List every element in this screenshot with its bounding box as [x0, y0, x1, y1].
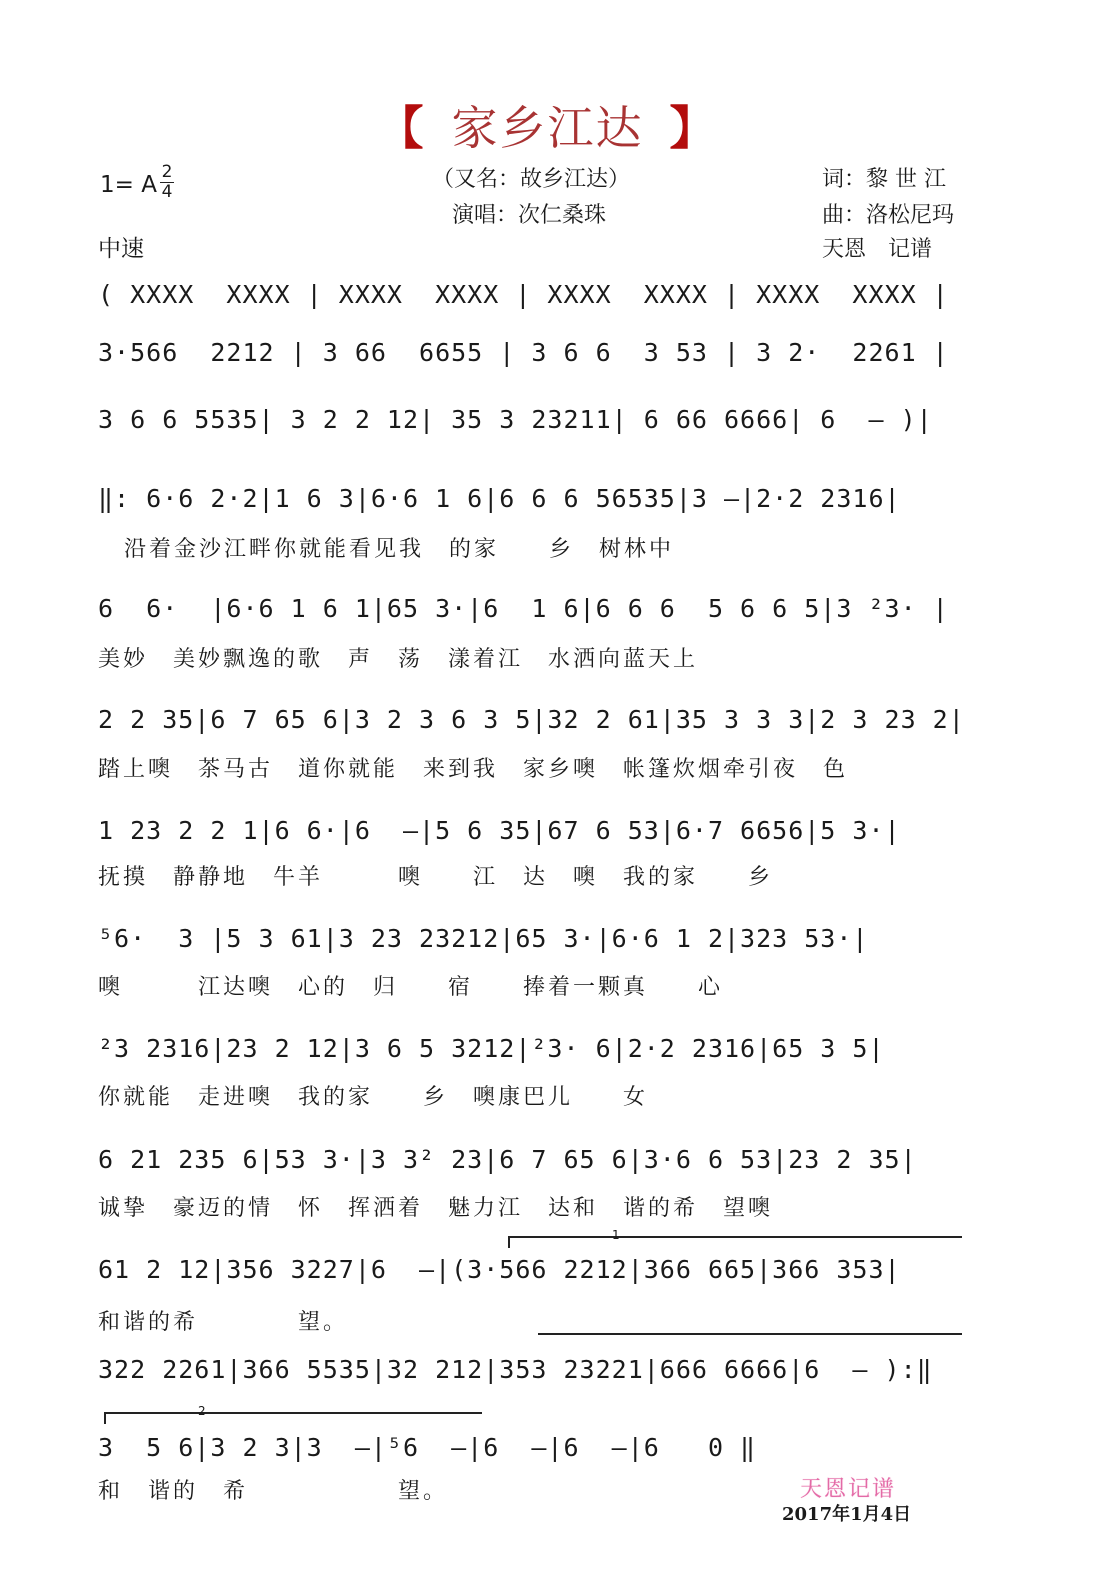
score-line-8-notes: ⁵6· 3 |5 3 61|3 23 23212|65 3·|6·6 1 2|323 53·| [98, 924, 869, 953]
time-signature [160, 164, 174, 201]
title-text: 家乡江达 [451, 101, 644, 155]
score-line-2-notes: 3·566 2212 | 3 66 6655 | 3 6 6 3 53 | 3 2· 2261 | [98, 338, 949, 367]
score-line-1-notes: ( XXXX XXXX | XXXX XXXX | XXXX XXXX | XXXX XXXX | [98, 280, 949, 309]
score-line-12-notes: 322 2261|366 5535|32 212|353 23221|666 6666|6 – ):‖ [98, 1355, 933, 1384]
subtitle: （又名：故乡江达） [432, 167, 631, 192]
volta-2-label: 2 [198, 1404, 206, 1418]
score-line-7-lyrics: 抚摸 静静地 牛羊 噢 江 达 噢 我的家 乡 [98, 865, 774, 890]
score-line-13-lyrics: 和 谐的 希 望。 [98, 1479, 449, 1504]
score-line-4-notes: ‖: 6·6 2·2|1 6 3|6·6 1 6|6 6 6 56535|3 –|2·2 2316| [98, 484, 901, 513]
score-line-11-lyrics: 和谐的希 望。 [98, 1310, 349, 1335]
volta-1-continuation [538, 1333, 962, 1335]
volta-1-tick [508, 1236, 510, 1248]
score-line-9-lyrics: 你就能 走进噢 我的家 乡 噢康巴儿 女 [98, 1085, 649, 1110]
tempo-marking: 中速 [98, 236, 144, 262]
score-line-8-lyrics: 噢 江达噢 心的 归 宿 捧着一颗真 心 [98, 975, 724, 1000]
transcription-date: 2017年1月4日 [782, 1504, 912, 1525]
score-line-10-lyrics: 诚挚 豪迈的情 怀 挥洒着 魅力江 达和 谐的希 望噢 [98, 1196, 774, 1221]
lyricist: 词：黎 世 江 [822, 167, 946, 192]
time-signature-bottom: 4 [161, 182, 173, 202]
title-bracket-close: 】 [669, 101, 718, 155]
composer: 曲：洛松尼玛 [822, 203, 955, 228]
score-line-3-notes: 3 6 6 5535| 3 2 2 12| 35 3 23211| 6 66 6666| 6 – )| [98, 405, 933, 434]
score-line-6-lyrics: 踏上噢 茶马古 道你就能 来到我 家乡噢 帐篷炊烟牵引夜 色 [98, 757, 849, 782]
time-signature-top: 2 [161, 162, 173, 182]
song-title [0, 92, 1095, 158]
volta-2-tick [104, 1412, 106, 1424]
score-line-13-notes: 3 5 6|3 2 3|3 –|⁵6 –|6 –|6 –|6 0 ‖ [98, 1433, 757, 1462]
score-line-5-notes: 6 6· |6·6 1 6 1|65 3·|6 1 6|6 6 6 5 6 6 5|3 ²3· | [98, 594, 949, 623]
singer: 演唱：次仁桑珠 [452, 203, 607, 228]
score-line-11-notes: 61 2 12|356 3227|6 –|(3·566 2212|366 665|366 353| [98, 1255, 901, 1284]
transcriber: 天恩 记谱 [822, 237, 933, 262]
title-bracket-open: 【 [377, 101, 426, 155]
transcriber-stamp: 天恩记谱 [800, 1477, 897, 1502]
volta-1-label: 1 [612, 1228, 620, 1242]
score-line-9-notes: ²3 2316|23 2 12|3 6 5 3212|²3· 6|2·2 2316|65 3 5| [98, 1034, 885, 1063]
score-line-7-notes: 1 23 2 2 1|6 6·|6 –|5 6 35|67 6 53|6·7 6656|5 3·| [98, 816, 901, 845]
score-line-5-lyrics: 美妙 美妙飘逸的歌 声 荡 漾着江 水洒向蓝天上 [98, 647, 699, 672]
volta-1-bracket [508, 1236, 962, 1238]
volta-2-bracket [104, 1412, 482, 1414]
score-line-6-notes: 2 2 35|6 7 65 6|3 2 3 6 3 5|32 2 61|35 3 3 3|2 3 23 2| [98, 705, 965, 734]
score-line-4-lyrics: 沿着金沙江畔你就能看见我 的家 乡 树林中 [124, 537, 675, 562]
key-signature: 1= A [100, 172, 157, 198]
score-line-10-notes: 6 21 235 6|53 3·|3 3² 23|6 7 65 6|3·6 6 53|23 2 35| [98, 1145, 917, 1174]
